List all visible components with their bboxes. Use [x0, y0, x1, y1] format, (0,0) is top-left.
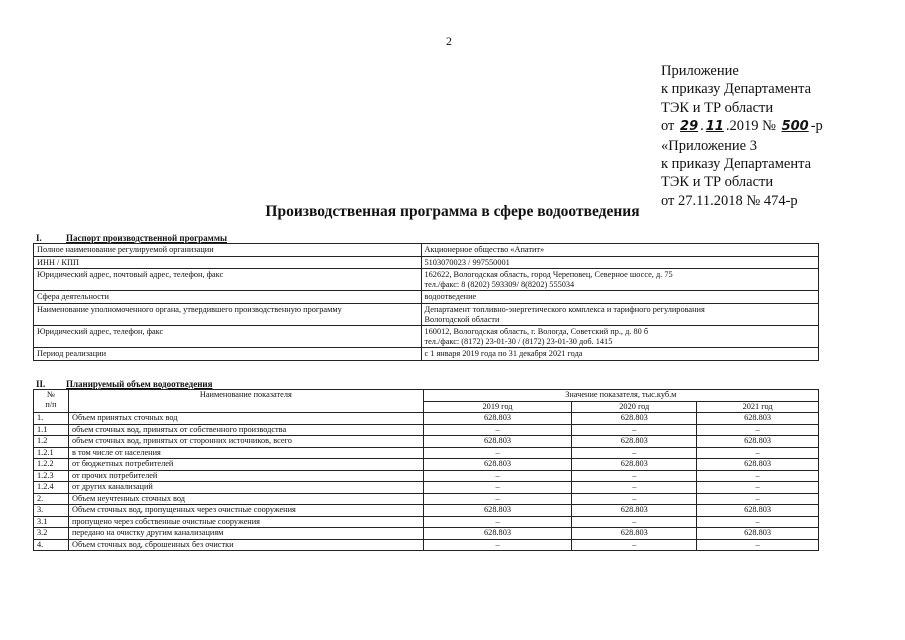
- table-row: [34, 413, 819, 425]
- row-value: Акционерное общество «Апатит»: [421, 244, 819, 257]
- table-row: [34, 470, 819, 482]
- value-2019: –: [423, 447, 572, 459]
- value-2020: 628.803: [572, 505, 697, 517]
- value-2019: 628.803: [423, 459, 572, 471]
- value-2020: –: [572, 470, 697, 482]
- value-2020: –: [572, 539, 697, 551]
- passport-table: [33, 243, 819, 361]
- value-2021: –: [697, 447, 819, 459]
- row-number: 1.1: [34, 424, 69, 436]
- section-2-heading: [36, 379, 212, 389]
- table-row: [34, 539, 819, 551]
- col-header-value: Значение показателя, тыс.куб.м: [423, 390, 818, 402]
- row-name: от прочих потребителей: [68, 470, 423, 482]
- col-header-2020: 2020 год: [572, 401, 697, 413]
- handwritten-day: 29: [680, 119, 699, 135]
- value-2020: 628.803: [572, 413, 697, 425]
- row-number: 1.: [34, 413, 69, 425]
- row-value: [421, 326, 819, 348]
- table-row: [34, 505, 819, 517]
- row-value: 5103070023 / 997550001: [421, 256, 819, 269]
- row-name: Объем сточных вод, сброшенных без очистки: [68, 539, 423, 551]
- section-number: I.: [36, 233, 42, 243]
- table-row: [34, 516, 819, 528]
- table-row: [34, 303, 819, 325]
- row-value: с 1 января 2019 года по 31 декабря 2021 года: [421, 348, 819, 361]
- header-text: №: [47, 390, 55, 399]
- col-header-2021: 2021 год: [697, 401, 819, 413]
- row-label: Юридический адрес, телефон, факс: [34, 326, 422, 348]
- row-name: Объем принятых сточных вод: [68, 413, 423, 425]
- appendix-line: ТЭК и ТР области: [661, 174, 774, 191]
- appendix-line: к приказу Департамента: [661, 81, 812, 98]
- table-row: [34, 326, 819, 348]
- table-row: [34, 244, 819, 257]
- value-2019: 628.803: [423, 413, 572, 425]
- row-value: водоотведение: [421, 291, 819, 304]
- row-name: объем сточных вод, принятых от собственного производства: [68, 424, 423, 436]
- value-2019: 628.803: [423, 436, 572, 448]
- col-header-number: [34, 390, 69, 413]
- table-row: [34, 482, 819, 494]
- date-year: .2019 №: [725, 118, 776, 135]
- row-number: 2.: [34, 493, 69, 505]
- row-name: в том числе от населения: [68, 447, 423, 459]
- table-row: [34, 424, 819, 436]
- appendix-line: Приложение: [661, 63, 739, 79]
- value-2021: 628.803: [697, 459, 819, 471]
- appendix-line: к приказу Департамента: [661, 156, 812, 173]
- row-name: от бюджетных потребителей: [68, 459, 423, 471]
- table-row: [34, 291, 819, 304]
- page-number: 2: [446, 34, 452, 48]
- handwritten-month: 11: [705, 119, 724, 135]
- value-line: тел./факс: (8172) 23-01-30 / (8172) 23-01-30 доб. 1415: [424, 336, 613, 346]
- row-value: [421, 269, 819, 291]
- header-text: п/п: [45, 399, 57, 409]
- value-2021: –: [697, 424, 819, 436]
- row-number: 1.2.3: [34, 470, 69, 482]
- table-row: [34, 436, 819, 448]
- value-2021: –: [697, 493, 819, 505]
- value-2019: –: [423, 539, 572, 551]
- section-number: II.: [36, 379, 46, 389]
- row-name: Объем неучтенных сточных вод: [68, 493, 423, 505]
- row-label: Юридический адрес, почтовый адрес, телефон, факс: [34, 269, 422, 291]
- value-2021: 628.803: [697, 505, 819, 517]
- value-2020: 628.803: [572, 436, 697, 448]
- value-2020: 628.803: [572, 528, 697, 540]
- value-2021: –: [697, 470, 819, 482]
- value-2019: 628.803: [423, 505, 572, 517]
- value-2021: –: [697, 539, 819, 551]
- row-number: 1.2.4: [34, 482, 69, 494]
- table-row: [34, 528, 819, 540]
- value-2021: –: [697, 482, 819, 494]
- value-2019: 628.803: [423, 528, 572, 540]
- table-row: [34, 348, 819, 361]
- value-2019: –: [423, 493, 572, 505]
- value-2021: 628.803: [697, 528, 819, 540]
- section-1-heading: [36, 233, 227, 243]
- row-number: 1.2.1: [34, 447, 69, 459]
- row-label: Сфера деятельности: [34, 291, 422, 304]
- appendix-line: от 27.11.2018 № 474-р: [661, 192, 798, 209]
- row-number: 1.2.2: [34, 459, 69, 471]
- row-number: 3.1: [34, 516, 69, 528]
- appendix-line: «Приложение 3: [661, 137, 757, 154]
- table-row: [34, 493, 819, 505]
- value-2021: 628.803: [697, 436, 819, 448]
- row-number: 4.: [34, 539, 69, 551]
- row-name: от других канализаций: [68, 482, 423, 494]
- handwritten-order-number: 500: [781, 119, 809, 135]
- table-row: [34, 459, 819, 471]
- col-header-2019: 2019 год: [423, 401, 572, 413]
- table-row: [34, 269, 819, 291]
- value-2020: –: [572, 516, 697, 528]
- row-label: ИНН / КПП: [34, 256, 422, 269]
- value-2020: –: [572, 493, 697, 505]
- row-number: 3.2: [34, 528, 69, 540]
- value-2021: 628.803: [697, 413, 819, 425]
- row-label: Период реализации: [34, 348, 422, 361]
- value-2019: –: [423, 482, 572, 494]
- value-2020: –: [572, 447, 697, 459]
- order-suffix: -р: [810, 118, 823, 135]
- value-line: 162622, Вологодская область, город Череповец, Северное шоссе, д. 75: [424, 270, 673, 280]
- value-2019: –: [423, 516, 572, 528]
- document-title: Производственная программа в сфере водоотведения: [265, 203, 640, 220]
- volume-table: [33, 389, 819, 551]
- row-name: объем сточных вод, принятых от сторонних источников, всего: [68, 436, 423, 448]
- section-title: Паспорт производственной программы: [66, 233, 227, 243]
- appendix-header: [661, 62, 823, 210]
- col-header-name: Наименование показателя: [68, 390, 423, 413]
- date-prefix: от: [661, 118, 675, 135]
- value-2020: –: [572, 482, 697, 494]
- appendix-line: ТЭК и ТР области: [661, 99, 774, 116]
- row-number: 1.2: [34, 436, 69, 448]
- value-2019: –: [423, 424, 572, 436]
- appendix-date-line: от 29 . 11 .2019 № 500 -р: [661, 118, 823, 135]
- value-2021: –: [697, 516, 819, 528]
- value-line: 160012, Вологодская область, г. Вологда, Советский пр., д. 80 б: [424, 327, 649, 337]
- value-2020: 628.803: [572, 459, 697, 471]
- value-line: тел./факс: 8 (8202) 593309/ 8(8202) 555034: [424, 279, 575, 289]
- value-2019: –: [423, 470, 572, 482]
- row-name: передано на очистку другим канализациям: [68, 528, 423, 540]
- value-line: Вологодской области: [424, 314, 500, 324]
- table-header-row: [34, 390, 819, 402]
- row-number: 3.: [34, 505, 69, 517]
- table-row: [34, 256, 819, 269]
- section-title: Планируемый объем водоотведения: [66, 379, 213, 389]
- value-2020: –: [572, 424, 697, 436]
- row-label: Полное наименование регулируемой организации: [34, 244, 422, 257]
- table-row: [34, 447, 819, 459]
- row-label: Наименование уполномоченного органа, утвердившего производственную программу: [34, 303, 422, 325]
- value-line: Департамент топливно-энергетического комплекса и тарифного регулирования: [424, 304, 705, 314]
- row-name: Объем сточных вод, пропущенных через очистные сооружения: [68, 505, 423, 517]
- row-name: пропущено через собственные очистные сооружения: [68, 516, 423, 528]
- row-value: [421, 303, 819, 325]
